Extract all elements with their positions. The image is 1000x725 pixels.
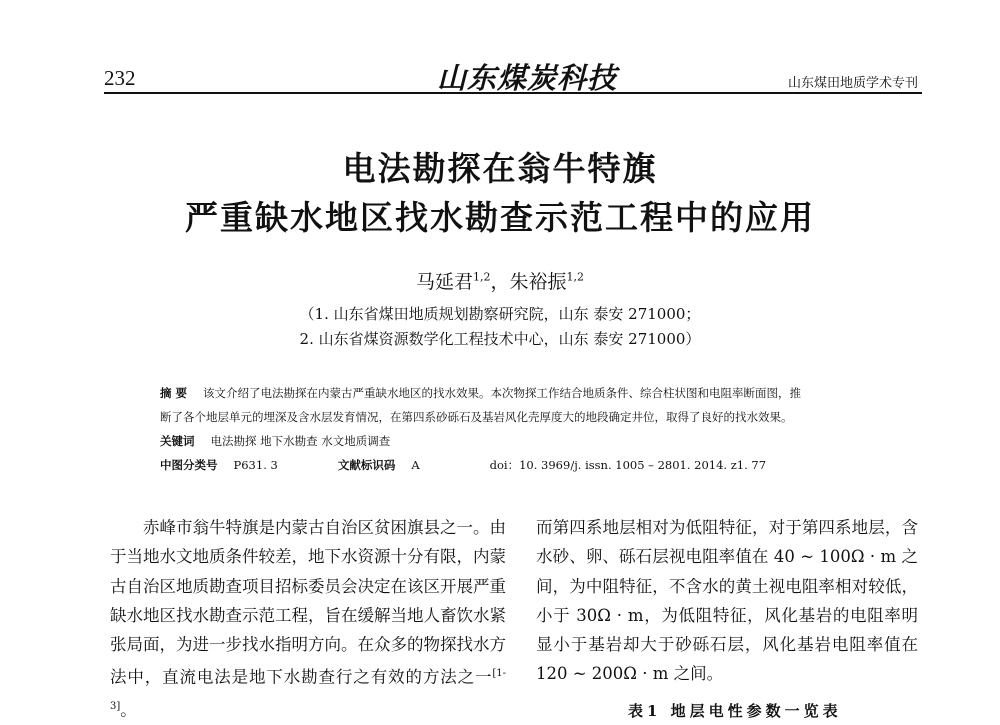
- doc-code-value: A: [411, 458, 420, 472]
- body-paragraph: 而第四系地层相对为低阻特征，对于第四系地层，含水砂、卵、砾石层视电阻率值在 40 ~ 100Ω · m 之间，为中阻特征，不含水的黄土视电阻率相对较低，小于 30Ω · m，为低阻特征，风化基岩的电阻率明显小于基岩却大于砂砾石层，风化基岩电阻率值在 120 ~ 200Ω · m 之间。: [536, 518, 918, 684]
- clc-value: P631. 3: [233, 458, 278, 472]
- citation-ref: [1-3]: [110, 668, 506, 713]
- keywords: [160, 431, 390, 451]
- page-number: 232: [104, 66, 136, 90]
- doc-code-label: 文献标识码: [337, 458, 396, 472]
- body-paragraph: 赤峰市翁牛特旗是内蒙古自治区贫困旗县之一。由于当地水文地质条件较差，地下水资源十分有限，内蒙古自治区地质勘查项目招标委员会决定在该区开展严重缺水地区找水勘查示范工程，旨在缓解当地人畜饮水紧张局面，为进一步找水指明方向。在众多的物探找水方法中，直流电法是地下水勘查行之有效的方法之一[1-3]。: [110, 518, 506, 720]
- author-2-affil: 1,2: [566, 270, 585, 284]
- title-line-2: 严重缺水地区找水勘查示范工程中的应用: [185, 198, 815, 237]
- author-2: 朱裕振: [509, 271, 567, 293]
- affiliation-2: 2. 山东省煤资源数学化工程技术中心，山东 泰安 271000）: [299, 330, 701, 348]
- classification-line: [160, 455, 766, 475]
- abstract-line-2: 断了各个地层单元的埋深及含水层发育情况，在第四系砂砾石及基岩风化壳厚度大的地段确定井位，取得了良好的找水效果。: [160, 410, 793, 424]
- body-column-left: [110, 513, 506, 725]
- header-rule: [104, 92, 922, 94]
- keywords-label: 关键词: [160, 434, 195, 448]
- authors: [0, 267, 1000, 294]
- body-column-right: [536, 513, 918, 689]
- table-caption: 表1 地层电性参数一览表: [628, 702, 842, 720]
- abstract-text-1: 该文介绍了电法勘探在内蒙古严重缺水地区的找水效果。本次物探工作结合地质条件、综合柱状图和电阻率断面图，推: [203, 386, 802, 400]
- keywords-text: 电法勘探 地下水勘查 水文地质调查: [210, 434, 391, 448]
- author-separator: ，: [490, 271, 510, 293]
- clc-label: 中图分类号: [160, 458, 218, 472]
- abstract-label: 摘 要: [160, 386, 188, 400]
- special-issue-label: 山东煤田地质学术专刊: [787, 76, 918, 91]
- author-1-affil: 1,2: [472, 270, 491, 284]
- abstract-line-1: [160, 383, 801, 403]
- doi: doi：10. 3969/j. issn. 1005 – 2801. 2014. z1. 77: [489, 458, 767, 472]
- journal-name: 山东煤炭科技: [437, 61, 618, 95]
- title-line-1: 电法勘探在翁牛特旗: [342, 149, 658, 188]
- affiliation-1: （1. 山东省煤田地质规划勘察研究院，山东 泰安 271000；: [299, 305, 701, 323]
- author-1: 马延君: [415, 271, 473, 293]
